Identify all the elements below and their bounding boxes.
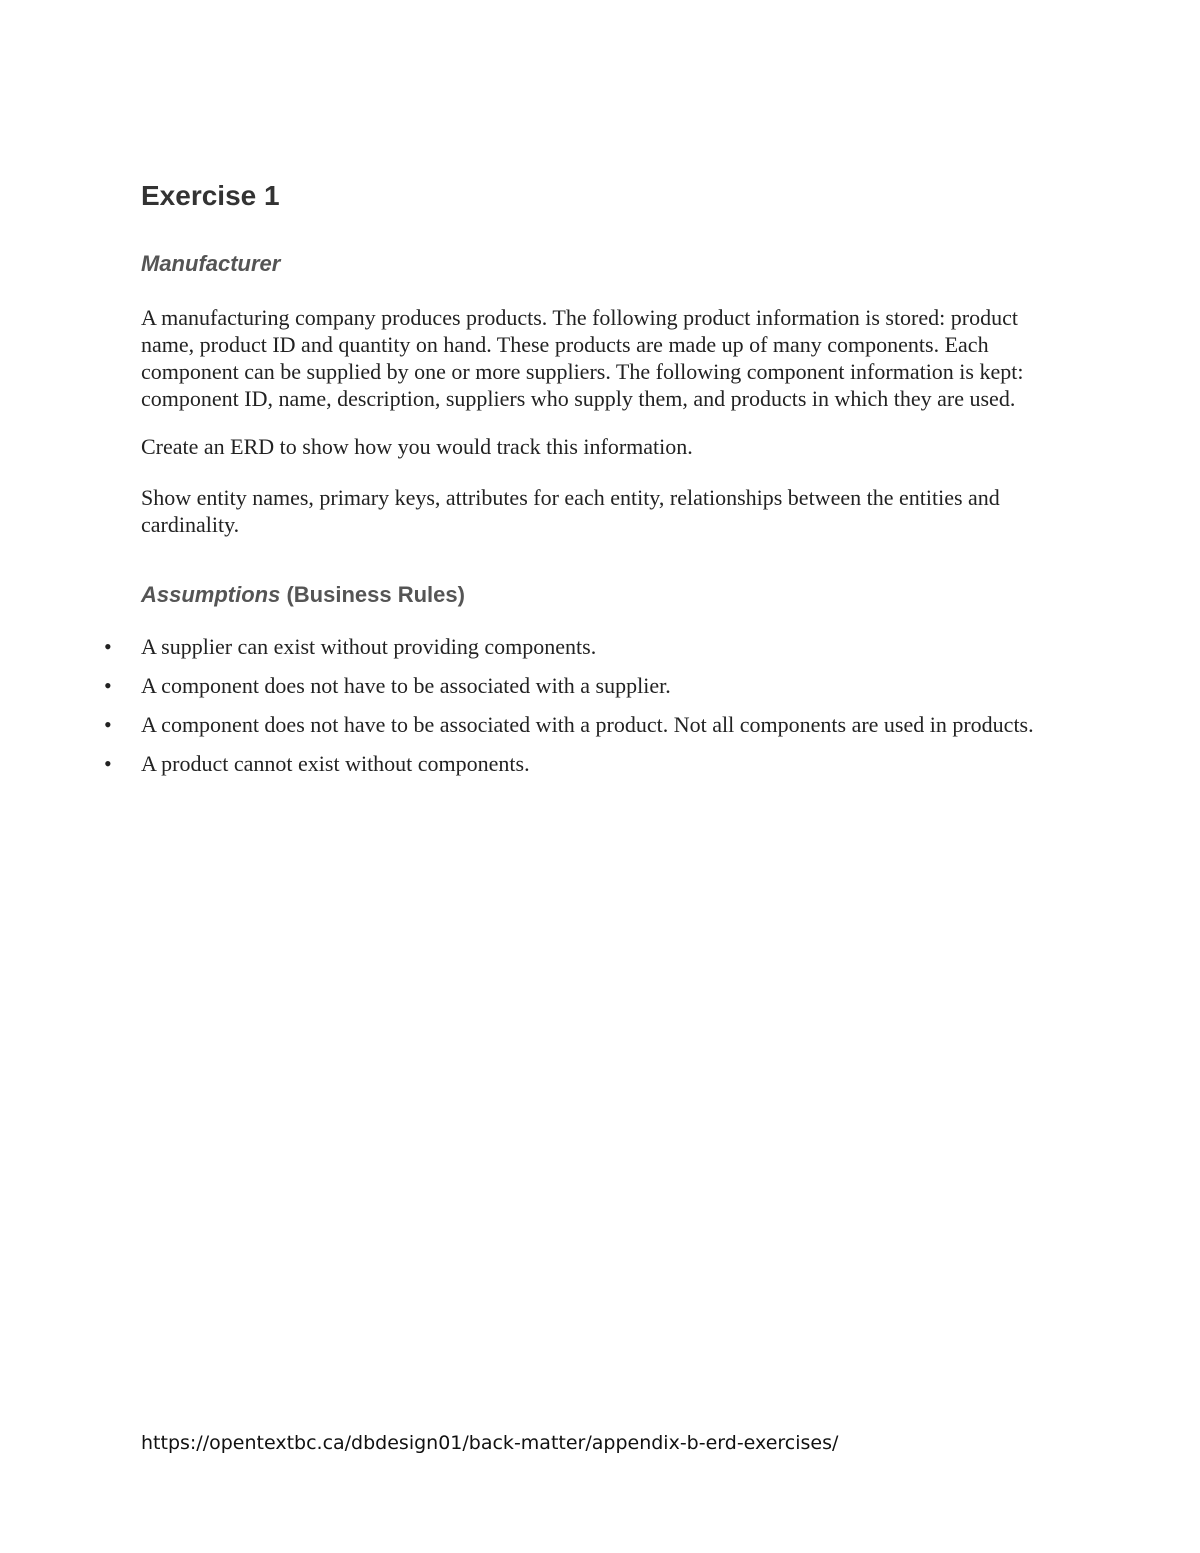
list-item-text: A product cannot exist without components. — [141, 751, 530, 776]
assumptions-heading-rest: (Business Rules) — [280, 582, 465, 607]
list-item-text: A component does not have to be associated with a product. Not all components are used in products. — [141, 712, 1034, 737]
source-url-link[interactable]: https://opentextbc.ca/dbdesign01/back-matter/appendix-b-erd-exercises/ — [141, 1432, 839, 1454]
bullet-icon: • — [104, 634, 112, 659]
exercise-subheading: Manufacturer — [141, 251, 281, 276]
bullet-icon: • — [104, 751, 112, 776]
list-item — [104, 750, 1061, 777]
list-item-text: A supplier can exist without providing components. — [141, 634, 597, 659]
assumptions-list — [104, 633, 1061, 777]
instruction-paragraph: Create an ERD to show how you would track this information. — [141, 434, 693, 459]
document-content — [104, 178, 1061, 789]
description-paragraph: A manufacturing company produces products. The following product information is stored: product name, product ID and quantity on hand. These products are made up of many components. Each component can be supplied by one or more suppliers. The following component information is kept: component ID, name, description, suppliers who supply them, and products in which they are used. — [141, 305, 1024, 411]
exercise-heading: Exercise 1 — [141, 180, 280, 211]
bullet-icon: • — [104, 673, 112, 698]
list-item — [104, 672, 1061, 699]
bullet-icon: • — [104, 712, 112, 737]
list-item-text: A component does not have to be associated with a supplier. — [141, 673, 671, 698]
list-item — [104, 711, 1061, 738]
requirements-paragraph: Show entity names, primary keys, attributes for each entity, relationships between the entities and cardinality. — [141, 485, 1000, 537]
assumptions-heading — [141, 581, 1061, 609]
assumptions-heading-italic: Assumptions — [141, 582, 281, 607]
list-item — [104, 633, 1061, 660]
